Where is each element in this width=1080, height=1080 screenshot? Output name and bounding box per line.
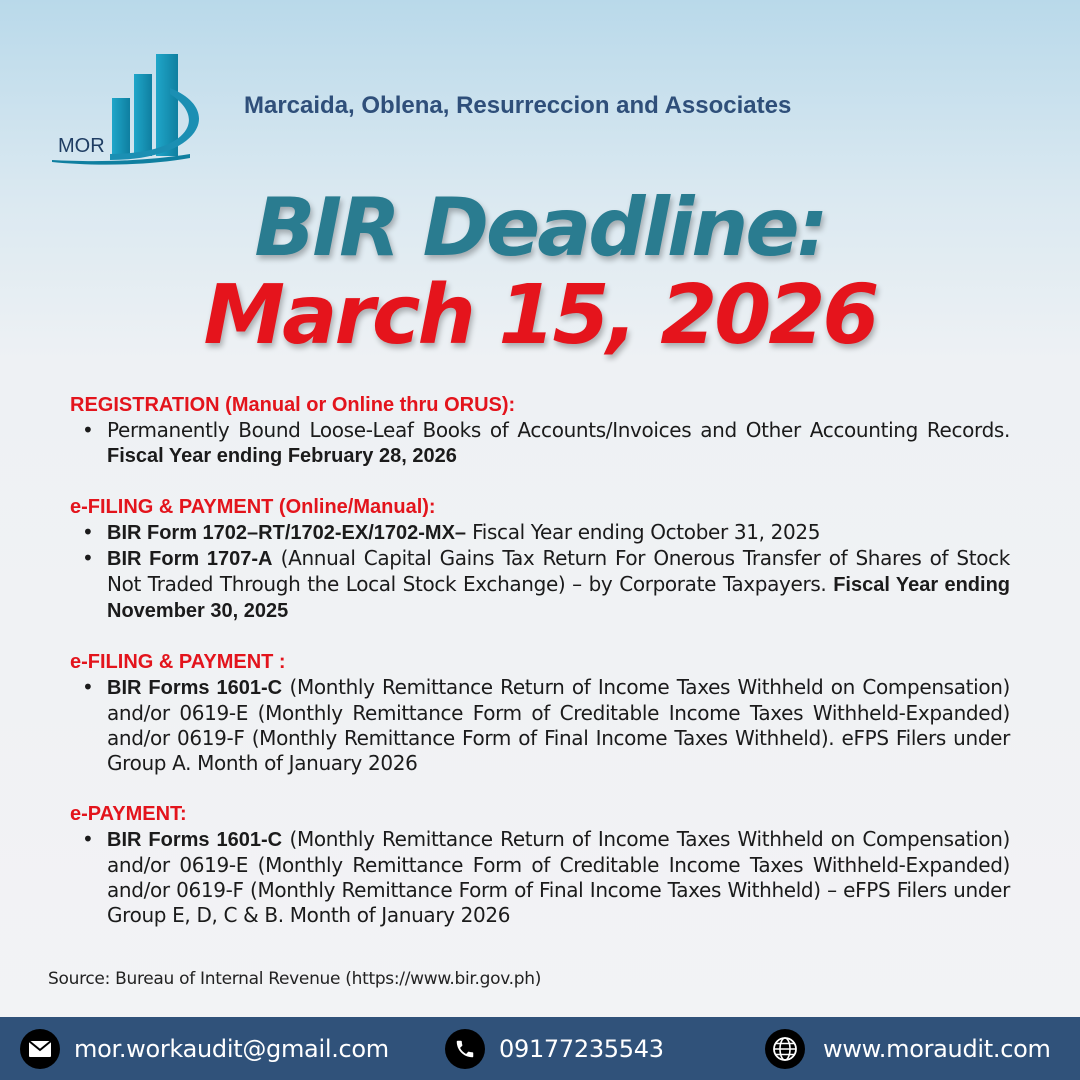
logo-graphic (50, 50, 212, 168)
section-efiling-payment (70, 650, 1010, 776)
website-text[interactable]: www.moraudit.com (823, 1035, 1051, 1063)
phone-icon (445, 1029, 485, 1069)
contact-phone[interactable] (445, 1029, 664, 1069)
deadline-list (70, 393, 1010, 954)
firm-logo (50, 50, 212, 168)
item-bold-tail: Fiscal Year ending February 28, 2026 (107, 445, 457, 467)
contact-footer (0, 1017, 1080, 1080)
section-efiling-online-manual (70, 495, 1010, 624)
section-heading: e-FILING & PAYMENT : (70, 651, 286, 673)
email-text[interactable]: mor.workaudit@gmail.com (74, 1035, 389, 1063)
contact-website[interactable] (765, 1029, 1051, 1069)
logo-text: MOR (58, 135, 105, 157)
globe-icon (765, 1029, 805, 1069)
source-note: Source: Bureau of Internal Revenue (https://www.bir.gov.ph) (48, 969, 542, 989)
item-text: Permanently Bound Loose-Leaf Books of Accounts/Invoices and Other Accounting Records. (107, 418, 1010, 442)
phone-text[interactable]: 09177235543 (499, 1035, 664, 1063)
item-bold: BIR Form 1702–RT/1702-EX/1702-MX– (107, 522, 467, 544)
mail-icon (20, 1029, 60, 1069)
section-heading: REGISTRATION (Manual or Online thru ORUS): (70, 394, 516, 416)
list-item (70, 546, 1010, 624)
item-text: (Annual Capital Gains Tax Return For Onerous Transfer of Shares of Stock Not Traded Through the Local Stock Exchange) – by Corporate Taxpayers. (107, 546, 1011, 596)
item-text: (Monthly Remittance Return of Income Taxes Withheld on Compensation) and/or 0619-E (Monthly Remittance Form of Creditable Income Taxes Withheld-Expanded) and/or 0619-F (Monthly Remittance Form of Final Income Taxes Withheld). eFPS Filers under Group A. Month of January 2026 (107, 675, 1010, 775)
title-date: March 15, 2026 (203, 268, 877, 363)
item-bold-tail: Fiscal Year ending November 30, 2025 (107, 574, 1010, 622)
contact-email[interactable] (20, 1029, 389, 1069)
item-bold: BIR Forms 1601-C (107, 677, 283, 699)
section-heading: e-FILING & PAYMENT (Online/Manual): (70, 496, 436, 518)
section-heading: e-PAYMENT: (70, 803, 187, 825)
list-item (70, 827, 1010, 928)
list-item (70, 418, 1010, 469)
list-item (70, 520, 1010, 546)
section-epayment (70, 802, 1010, 928)
item-text: Fiscal Year ending October 31, 2025 (466, 520, 821, 544)
item-bold: BIR Forms 1601-C (107, 829, 283, 851)
list-item (70, 675, 1010, 776)
item-bold: BIR Form 1707-A (107, 548, 273, 570)
item-text: (Monthly Remittance Return of Income Taxes Withheld on Compensation) and/or 0619-E (Monthly Remittance Form of Creditable Income Taxes Withheld-Expanded) and/or 0619-F (Monthly Remittance Form of Final Income Taxes Withheld) – eFPS Filers under Group E, D, C & B. Month of January 2026 (107, 827, 1010, 927)
firm-name: Marcaida, Oblena, Resurreccion and Associates (244, 92, 792, 119)
title-deadline: BIR Deadline: (254, 181, 826, 274)
section-registration (70, 393, 1010, 469)
